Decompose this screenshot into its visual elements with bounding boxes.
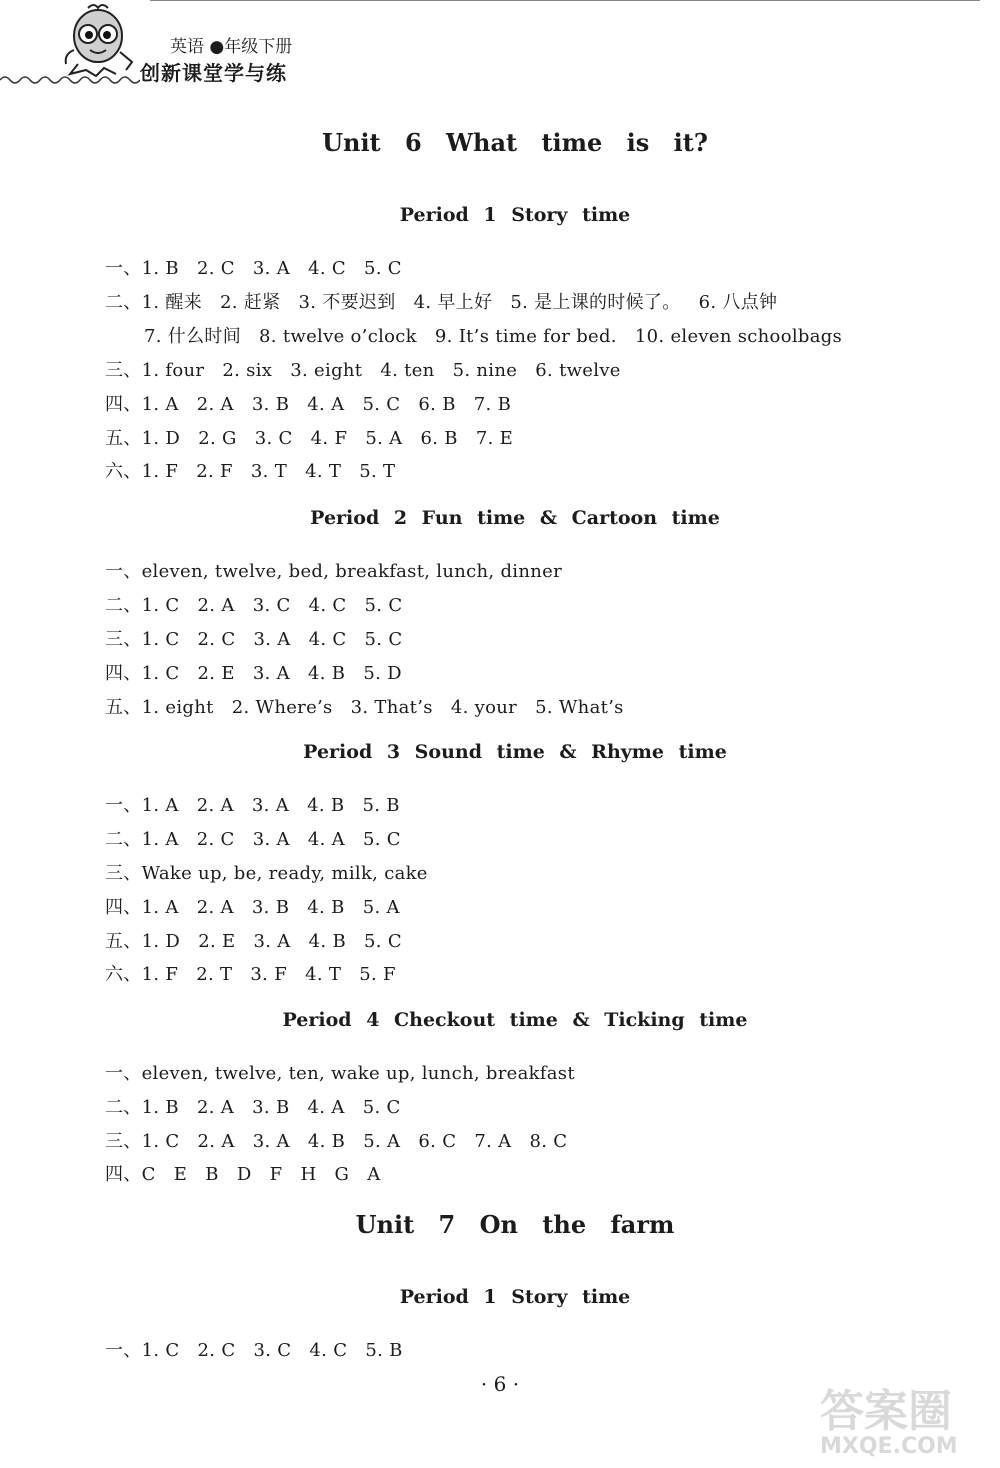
answer-line: 二、1. A 2. C 3. A 4. A 5. C	[105, 829, 401, 850]
answer-line: 五、1. eight 2. Where’s 3. That’s 4. your 5. What’s	[105, 697, 624, 718]
answer-line: 三、1. four 2. six 3. eight 4. ten 5. nine 6. twelve	[105, 360, 621, 381]
answer-line: 二、1. 醒来 2. 赶紧 3. 不要迟到 4. 早上好 5. 是上课的时候了。 6. 八点钟	[105, 292, 778, 313]
header-wave-rule	[0, 74, 140, 86]
unit7-period1-title: Period 1 Story time	[399, 1286, 631, 1308]
answer-line: 四、C E B D F H G A	[105, 1164, 381, 1185]
header-subject-grade: 英语 ●年级下册	[170, 37, 293, 57]
answer-line: 一、1. B 2. C 3. A 4. C 5. C	[105, 258, 402, 279]
answer-line: 五、1. D 2. G 3. C 4. F 5. A 6. B 7. E	[105, 428, 514, 449]
answer-line: 三、1. C 2. C 3. A 4. C 5. C	[105, 629, 403, 650]
watermark-title: 答案圈	[820, 1386, 952, 1437]
answer-line: 一、1. C 2. C 3. C 4. C 5. B	[105, 1340, 403, 1361]
header-top-rule	[150, 0, 980, 1]
answer-line: 二、1. C 2. A 3. C 4. C 5. C	[105, 595, 403, 616]
site-watermark	[820, 1386, 995, 1465]
answer-line: 一、eleven, twelve, ten, wake up, lunch, breakfast	[105, 1063, 575, 1084]
unit6-period1-title: Period 1 Story time	[399, 204, 631, 226]
unit6-period4-title: Period 4 Checkout time & Ticking time	[282, 1009, 748, 1031]
mascot-icon	[60, 2, 140, 80]
watermark-url: MXQE.COM	[820, 1434, 958, 1459]
answer-line: 四、1. A 2. A 3. B 4. A 5. C 6. B 7. B	[105, 394, 512, 415]
answer-line: 一、eleven, twelve, bed, breakfast, lunch, dinner	[105, 561, 562, 582]
page-number: · 6 ·	[480, 1372, 520, 1396]
unit6-period3-title: Period 3 Sound time & Rhyme time	[303, 741, 727, 763]
answer-line: 四、1. A 2. A 3. B 4. B 5. A	[105, 897, 400, 918]
answer-line: 五、1. D 2. E 3. A 4. B 5. C	[105, 931, 402, 952]
page-header	[0, 0, 1000, 100]
header-book-title: 创新课堂学与练	[140, 61, 287, 85]
answer-line: 四、1. C 2. E 3. A 4. B 5. D	[105, 663, 402, 684]
answer-line: 三、Wake up, be, ready, milk, cake	[105, 863, 428, 884]
unit6-title: Unit 6 What time is it?	[322, 128, 708, 157]
answer-line: 二、1. B 2. A 3. B 4. A 5. C	[105, 1097, 401, 1118]
unit6-period2-title: Period 2 Fun time & Cartoon time	[310, 507, 720, 529]
answer-line: 三、1. C 2. A 3. A 4. B 5. A 6. C 7. A 8. C	[105, 1131, 568, 1152]
unit7-title: Unit 7 On the farm	[355, 1210, 675, 1239]
answer-line: 六、1. F 2. T 3. F 4. T 5. F	[105, 964, 396, 985]
answer-line: 7. 什么时间 8. twelve o’clock 9. It’s time for bed. 10. eleven schoolbags	[144, 326, 843, 347]
answer-line: 六、1. F 2. F 3. T 4. T 5. T	[105, 461, 396, 482]
answer-line: 一、1. A 2. A 3. A 4. B 5. B	[105, 795, 400, 816]
